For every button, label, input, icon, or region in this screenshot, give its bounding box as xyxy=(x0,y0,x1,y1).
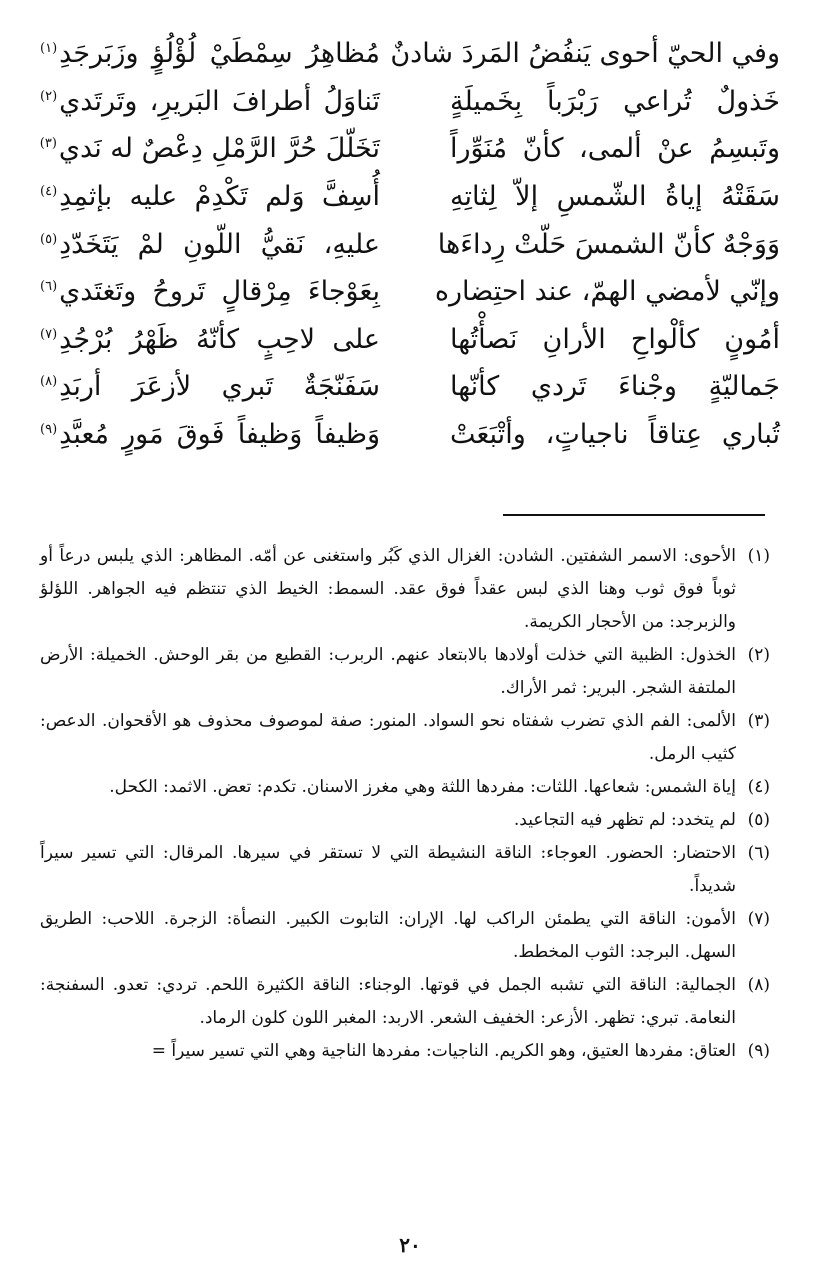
verse-line xyxy=(40,125,780,173)
footnote xyxy=(40,903,770,969)
verse-second-hemistich xyxy=(40,181,380,213)
hemistich-text: أُسِفَّ وَلم تَكْدِمْ عليه بإثمِدِ xyxy=(59,181,380,213)
footnote-ref: (٤) xyxy=(40,184,58,200)
hemistich-text: بِعَوْجاءَ مِرْقالٍ تَروحُ وتَغتَدي xyxy=(59,276,380,308)
footnote xyxy=(40,639,770,705)
verse-line xyxy=(40,268,780,316)
footnote xyxy=(40,540,770,639)
hemistich-text: عليهِ، نَقيُّ اللّونِ لمْ يَتَخَدّدِ xyxy=(59,228,380,260)
verse-second-hemistich xyxy=(40,323,380,355)
footnote-text: الخذول: الظبية التي خذلت أولادها بالابتعاد عنهم. الربرب: القطيع من بقر الوحش. الخميلة: الأرض الملتفة الشجر. البرير: ثمر الأراك. xyxy=(40,645,736,698)
verse-first-hemistich: وفي الحيّ أحوى يَنفُضُ المَردَ شادنٌ xyxy=(390,38,780,70)
footnote xyxy=(40,969,770,1035)
hemistich-text: تَناوَلُ أطرافَ البَريرِ، وتَرتَدي xyxy=(59,85,380,117)
footnote-text: الجمالية: الناقة التي تشبه الجمل في قوتها. الوجناء: الناقة الكثيرة اللحم. تردي: تعدو. السفنجة: النعامة. تبري: تظهر. الأزعر: الخفيف الشعر. الاربد: المغبر اللون كلون الرماد. xyxy=(40,975,736,1028)
footnote-text: إياة الشمس: شعاعها. اللثات: مفردها اللثة وهي مغرز الاسنان. تكدم: تعض. الاثمد: الكحل. xyxy=(109,777,736,797)
hemistich-text: على لاحِبٍ كأنّهُ ظَهْرُ بُرْجُدِ xyxy=(59,323,380,355)
footnote-number: (٢) xyxy=(747,645,770,665)
footnote xyxy=(40,1035,770,1068)
footnote-ref: (٧) xyxy=(40,326,58,342)
footnote-number: (٨) xyxy=(747,975,770,995)
footnote-divider xyxy=(503,514,765,516)
verse-second-hemistich xyxy=(40,419,380,451)
footnote-text: الأمون: الناقة التي يطمئن الراكب لها. الإران: التابوت الكبير. النصأة: الزجرة. اللاحب: الطريق السهل. البرجد: الثوب المخطط. xyxy=(40,909,736,962)
verse-second-hemistich xyxy=(40,38,380,70)
hemistich-text: مُظاهِرُ سِمْطَيْ لُؤْلُؤٍ وزَبَرجَدِ xyxy=(59,38,380,70)
footnote-ref: (٣) xyxy=(39,136,57,152)
footnote xyxy=(40,705,770,771)
verse-line xyxy=(40,78,780,126)
verse-line xyxy=(40,316,780,364)
footnote-number: (٥) xyxy=(747,810,770,830)
footnote-text: الأحوى: الاسمر الشفتين. الشادن: الغزال الذي كَبُر واستغنى عن أمّه. المظاهر: الذي يلبس درعاً أو ثوباً فوق ثوب وهنا الذي لبس عقداً فوق عقد. السمط: الخيط الذي تنتظم فيه الجواهر. اللؤلؤ والزبرجد: من الأحجار الكريمة. xyxy=(40,546,736,632)
page-number: ٢٠ xyxy=(399,1233,421,1257)
verse-line xyxy=(40,30,780,78)
footnote-ref: (٢) xyxy=(40,88,58,104)
verse-second-hemistich xyxy=(40,371,380,403)
footnote-number: (١) xyxy=(747,546,770,566)
verse-first-hemistich: وَوَجْهٌ كأنّ الشمسَ حَلّتْ رِداءَها xyxy=(437,228,780,260)
footnote-ref: (٦) xyxy=(40,279,58,295)
footnote-text: لم يتخدد: لم تظهر فيه التجاعيد. xyxy=(513,810,736,830)
footnote-number: (٣) xyxy=(747,711,770,731)
footnote-text: الاحتضار: الحضور. العوجاء: الناقة النشيطة التي لا تستقر في سيرها. المرقال: التي تسير سيراً شديداً. xyxy=(40,843,736,896)
footnote xyxy=(40,804,770,837)
verse-first-hemistich: تُباري عِتاقاً ناجياتٍ، وأتْبَعَتْ xyxy=(450,419,780,451)
verse-first-hemistich: جَماليّةٍ وجْناءَ تَردي كأنّها xyxy=(450,371,780,403)
hemistich-text: تَخَلّلَ حُرَّ الرَّمْلِ دِعْصٌ له نَدي xyxy=(58,133,380,165)
footnotes xyxy=(40,540,770,1068)
footnote-number: (٤) xyxy=(747,777,770,797)
footnote-ref: (١) xyxy=(40,41,58,57)
verse-line xyxy=(40,363,780,411)
verse-second-hemistich xyxy=(39,133,380,165)
footnote-ref: (٨) xyxy=(40,374,58,390)
verse-first-hemistich: خَذولٌ تُراعي رَبْرَباً بِخَميلَةٍ xyxy=(450,85,780,117)
verse-second-hemistich xyxy=(40,228,380,260)
verse-line xyxy=(40,173,780,221)
footnote xyxy=(40,837,770,903)
verse-first-hemistich: وإنّي لأمضي الهمّ، عند احتِضاره xyxy=(434,276,780,308)
footnote-ref: (٩) xyxy=(40,422,58,438)
hemistich-text: سَفَنّجَةٌ تَبري لأزعَرَ أربَدِ xyxy=(59,371,380,403)
verse-first-hemistich: وتَبسِمُ عنْ ألمى، كأنّ مُنَوِّراً xyxy=(450,133,780,165)
footnote-number: (٩) xyxy=(747,1041,770,1061)
verse-line xyxy=(40,411,780,459)
footnote xyxy=(40,771,770,804)
verse-second-hemistich xyxy=(40,276,380,308)
verse-first-hemistich: سَقَتْهُ إياةُ الشّمسِ إلاّ لِثاتِهِ xyxy=(450,181,780,213)
footnote-text: العتاق: مفردها العتيق، وهو الكريم. الناجيات: مفردها الناجية وهي التي تسير سيراً = xyxy=(151,1041,736,1061)
hemistich-text: وَظيفاً وَظيفاً فَوقَ مَورٍ مُعبَّدِ xyxy=(59,419,380,451)
poem-block xyxy=(40,30,780,458)
verse-first-hemistich: أمُونٍ كألْواحِ الأرانِ نَصأْتُها xyxy=(450,323,780,355)
footnote-number: (٦) xyxy=(747,843,770,863)
verse-second-hemistich xyxy=(40,85,380,117)
footnote-text: الألمى: الفم الذي تضرب شفتاه نحو السواد. المنور: صفة لموصوف محذوف هو الأقحوان. الدعص: كثيب الرمل. xyxy=(40,711,736,764)
verse-line xyxy=(40,220,780,268)
footnote-number: (٧) xyxy=(747,909,770,929)
footnote-ref: (٥) xyxy=(40,231,58,247)
